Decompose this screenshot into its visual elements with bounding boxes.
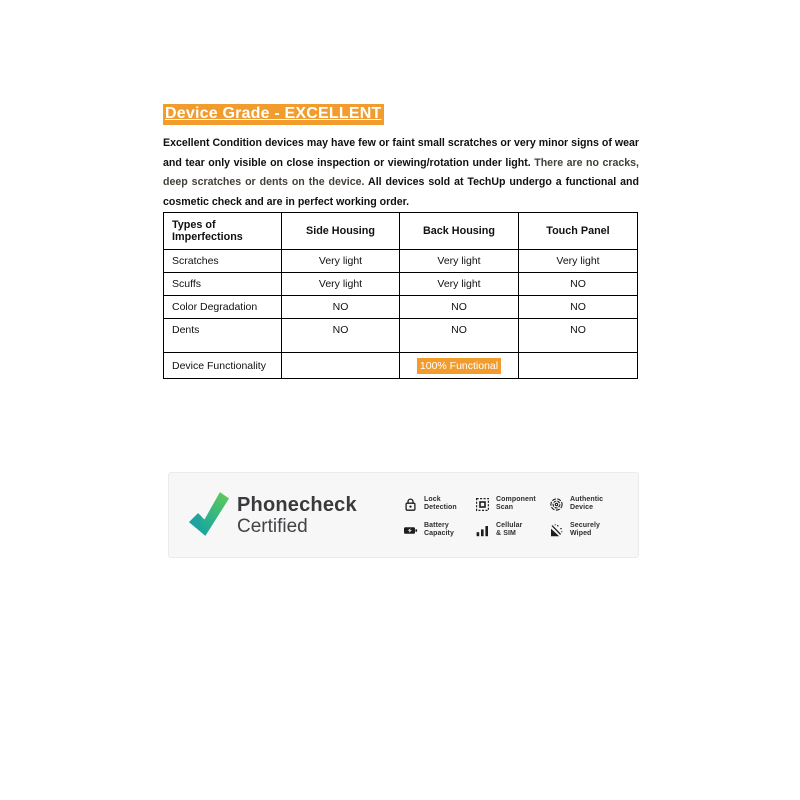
feature-label: Lock Detection [424, 496, 457, 511]
wipe-icon [549, 523, 564, 538]
phonecheck-certified-panel [168, 472, 639, 558]
row-label: Device Functionality [164, 353, 282, 379]
feature-label: Component Scan [496, 496, 536, 511]
row-label: Scratches [164, 250, 282, 273]
fingerprint-icon [549, 497, 564, 512]
cell-value: Very light [519, 250, 638, 273]
row-label: Scuffs [164, 273, 282, 296]
description-part1: Excellent Condition devices may have few or faint small scratches or very minor signs of wear and tear only visible on close inspection or viewing/rotation under light. [163, 137, 639, 169]
row-label: Dents [164, 319, 282, 353]
cell-value: Very light [400, 273, 519, 296]
component-scan-icon [475, 497, 490, 512]
cell-value: Very light [282, 273, 400, 296]
brand-certified: Certified [237, 516, 308, 537]
feature-securely-wiped [549, 522, 635, 538]
cell-value: NO [400, 296, 519, 319]
table-row [164, 273, 638, 296]
description-part2: All devices sold at TechUp undergo a functional and cosmetic check and are in perfect working order. [163, 176, 639, 208]
page-title: Device Grade - EXCELLENT [163, 104, 384, 125]
feature-component-scan [475, 496, 549, 512]
description-paragraph [163, 134, 639, 212]
functional-status-badge: 100% Functional [417, 358, 501, 374]
brand-wordmark [237, 495, 357, 537]
cell-value [400, 353, 519, 379]
cell-value: NO [282, 296, 400, 319]
cell-value [519, 353, 638, 379]
signal-bars-icon [475, 523, 490, 538]
description-highlighted-sentence: There are no cracks, deep scratches or dents on the device. [163, 156, 639, 189]
table-row [164, 353, 638, 379]
cell-value: NO [519, 296, 638, 319]
cell-value: NO [400, 319, 519, 353]
column-header-side-housing: Side Housing [282, 213, 400, 250]
battery-icon [403, 523, 418, 538]
cell-value: Very light [282, 250, 400, 273]
cell-value [282, 353, 400, 379]
cell-value: NO [519, 273, 638, 296]
feature-authentic-device [549, 496, 635, 512]
column-header-touch-panel: Touch Panel [519, 213, 638, 250]
feature-lock-detection [403, 496, 475, 512]
imperfections-table [163, 212, 638, 379]
feature-label: Securely Wiped [570, 522, 600, 537]
column-header-back-housing: Back Housing [400, 213, 519, 250]
certification-features [403, 491, 635, 543]
column-header-types: Types of Imperfections [164, 213, 282, 250]
table-row [164, 319, 638, 353]
table-row [164, 296, 638, 319]
phonecheck-checkmark-icon [189, 490, 229, 538]
feature-cellular-sim [475, 522, 549, 538]
row-label: Color Degradation [164, 296, 282, 319]
feature-label: Authentic Device [570, 496, 604, 511]
table-row [164, 250, 638, 273]
cell-value: NO [282, 319, 400, 353]
lock-icon [403, 497, 418, 512]
feature-label: Cellular & SIM [496, 522, 523, 537]
cell-value: Very light [400, 250, 519, 273]
cell-value: NO [519, 319, 638, 353]
feature-battery-capacity [403, 522, 475, 538]
table-header-row [164, 213, 638, 250]
feature-label: Battery Capacity [424, 522, 454, 537]
brand-name: Phonecheck [237, 494, 357, 516]
